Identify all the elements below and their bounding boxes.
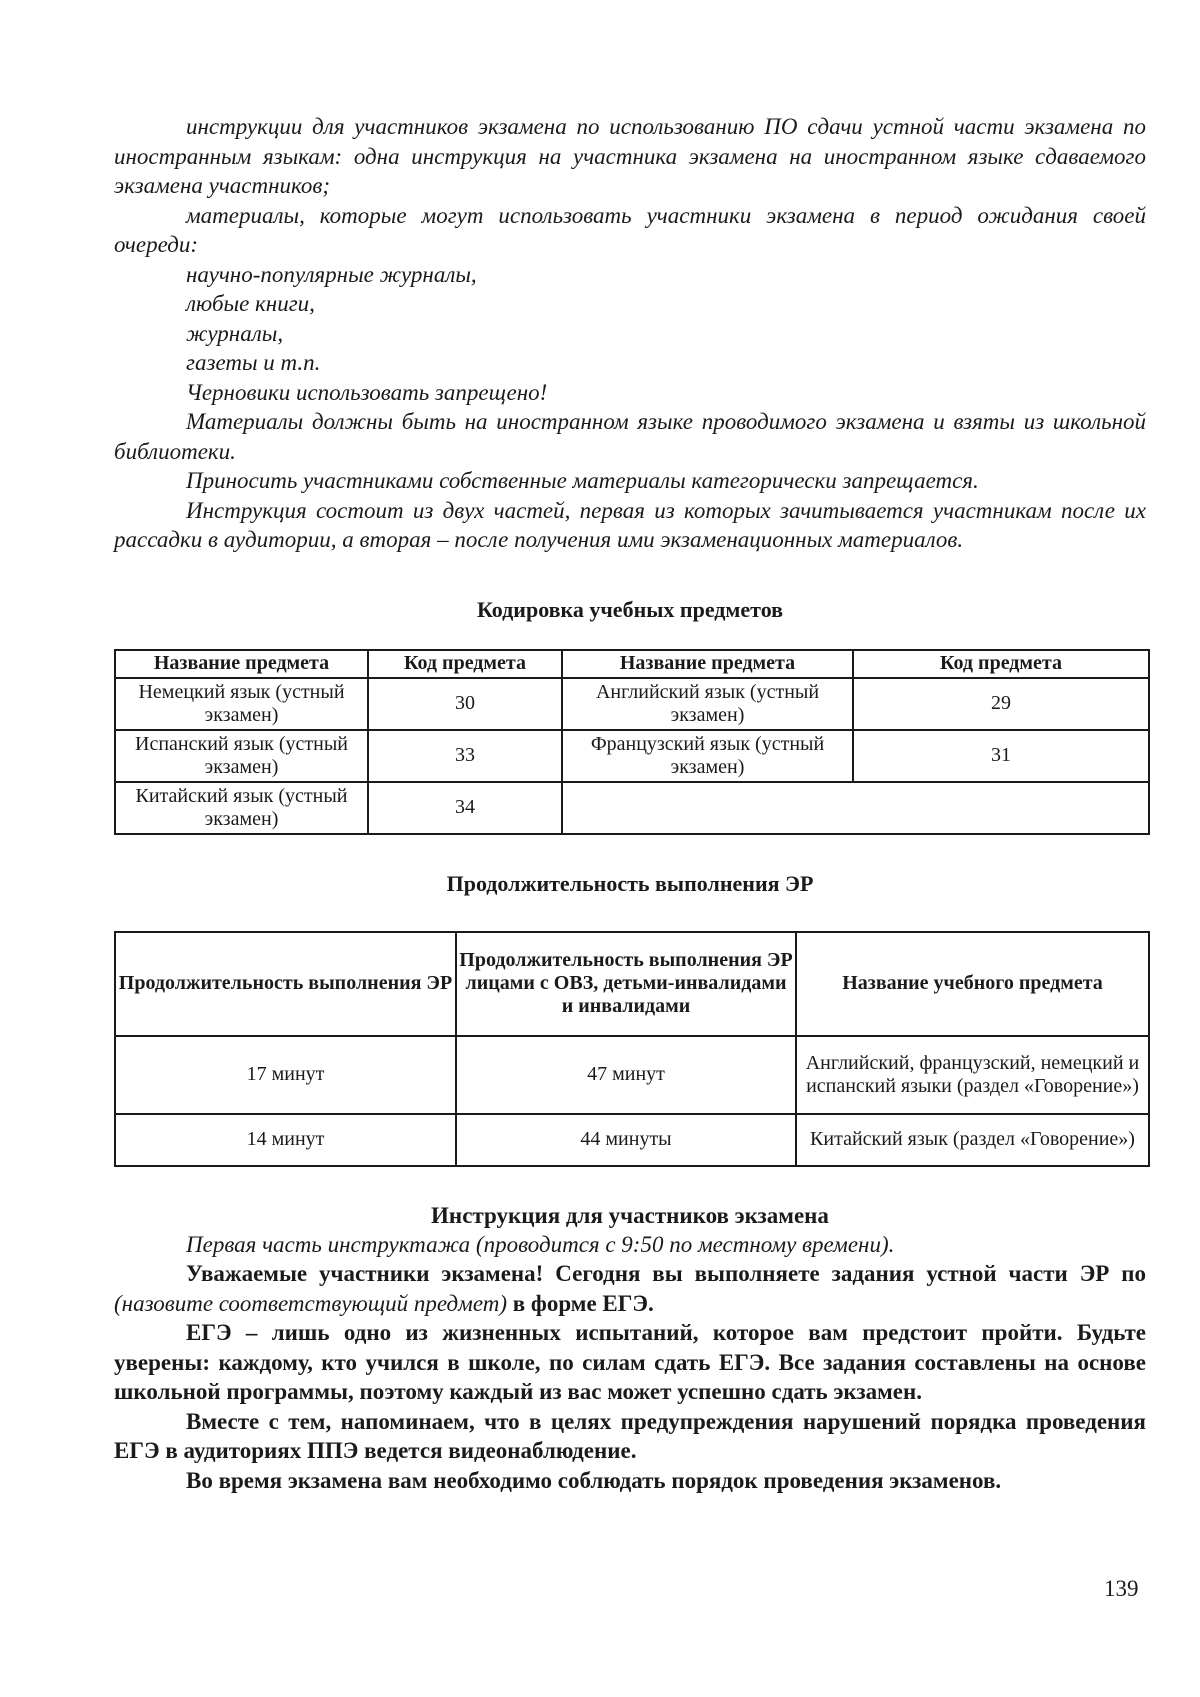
table-cell: Китайский язык (устный экзамен) — [115, 782, 368, 834]
instruction-paragraph-3: Вместе с тем, напоминаем, что в целях предупреждения нарушений порядка проведения ЕГЭ в аудиториях ППЭ ведется видеонаблюдение. — [114, 1408, 1146, 1463]
coding-header-cell: Название предмета — [562, 650, 853, 678]
coding-table — [114, 649, 1150, 835]
table-row — [115, 1114, 1149, 1166]
table-cell: 44 минуты — [456, 1114, 796, 1166]
table-row — [115, 1036, 1149, 1114]
table-cell: 34 — [368, 782, 562, 834]
intro-line-9: Приносить участниками собственные материалы категорически запрещается. — [186, 468, 979, 493]
table-row — [115, 782, 1149, 834]
instruction-p1-hint: (назовите соответствующий предмет) — [114, 1290, 507, 1316]
instruction-p1-start: Уважаемые участники экзамена! Сегодня вы выполняете задания устной части ЭР по — [186, 1261, 1146, 1286]
instruction-paragraph-1 — [114, 1259, 1146, 1318]
duration-header-cell: Продолжительность выполнения ЭР — [115, 932, 456, 1036]
intro-line-3: научно-популярные журналы, — [186, 261, 477, 287]
table-row — [115, 730, 1149, 782]
table-cell: Французский язык (устный экзамен) — [562, 730, 853, 782]
coding-header-cell: Код предмета — [853, 650, 1149, 678]
intro-line-5: журналы, — [186, 320, 284, 346]
table-cell: Английский, французский, немецкий и испанский языки (раздел «Говорение») — [796, 1036, 1149, 1114]
table-cell: 31 — [853, 730, 1149, 782]
duration-header-cell: Продолжительность выполнения ЭР лицами с ОВЗ, детьми-инвалидами и инвалидами — [456, 932, 796, 1036]
page-number: 139 — [1104, 1576, 1139, 1601]
page-content — [114, 112, 1146, 1495]
instruction-paragraph-4: Во время экзамена вам необходимо соблюдать порядок проведения экзаменов. — [186, 1467, 1002, 1493]
table-cell: 47 минут — [456, 1036, 796, 1114]
table-cell: 29 — [853, 678, 1149, 730]
coding-table-title: Кодировка учебных предметов — [476, 596, 784, 622]
coding-table-header-row — [115, 650, 1149, 678]
instruction-title: Инструкция для участников экзамена — [431, 1202, 829, 1228]
duration-table-title: Продолжительность выполнения ЭР — [446, 870, 814, 896]
duration-table — [114, 931, 1150, 1167]
table-cell: Китайский язык (раздел «Говорение») — [796, 1114, 1149, 1166]
table-cell: 14 минут — [115, 1114, 456, 1166]
intro-line-2: материалы, которые могут использовать участники экзамена в период ожидания своей очереди: — [114, 202, 1146, 257]
table-cell: Английский язык (устный экзамен) — [562, 678, 853, 730]
intro-line-4: любые книги, — [186, 291, 315, 316]
table-cell-empty — [562, 782, 1149, 834]
instruction-paragraph-2: ЕГЭ – лишь одно из жизненных испытаний, которое вам предстоит пройти. Будьте уверены: каждому, кто учился в школе, по силам сдать ЕГЭ. Все задания составлены на основе школьной программы, поэтому каждый из вас может успешно сдать экзамен. — [114, 1320, 1146, 1404]
table-cell: Испанский язык (устный экзамен) — [115, 730, 368, 782]
instruction-p1-end: в форме ЕГЭ. — [507, 1290, 654, 1316]
table-row — [115, 678, 1149, 730]
coding-header-cell: Код предмета — [368, 650, 562, 678]
table-cell: 30 — [368, 678, 562, 730]
intro-line-1: инструкции для участников экзамена по использованию ПО сдачи устной части экзамена по иностранным языкам: одна инструкция на участника экзамена на иностранном языке сдаваемого экзамена участников; — [114, 114, 1146, 198]
duration-header-cell: Название учебного предмета — [796, 932, 1149, 1036]
instruction-first-part: Первая часть инструктажа (проводится с 9:50 по местному времени). — [186, 1231, 895, 1257]
intro-line-10: Инструкция состоит из двух частей, первая из которых зачитывается участникам после их рассадки в аудитории, а вторая – после получения ими экзаменационных материалов. — [114, 497, 1146, 552]
intro-line-7: Черновики использовать запрещено! — [186, 379, 548, 405]
duration-table-header-row — [115, 932, 1149, 1036]
table-cell: Немецкий язык (устный экзамен) — [115, 678, 368, 730]
intro-line-8: Материалы должны быть на иностранном языке проводимого экзамена и взяты из школьной библиотеки. — [114, 409, 1146, 464]
table-cell: 17 минут — [115, 1036, 456, 1114]
table-cell: 33 — [368, 730, 562, 782]
intro-line-6: газеты и т.п. — [186, 350, 321, 375]
coding-header-cell: Название предмета — [115, 650, 368, 678]
